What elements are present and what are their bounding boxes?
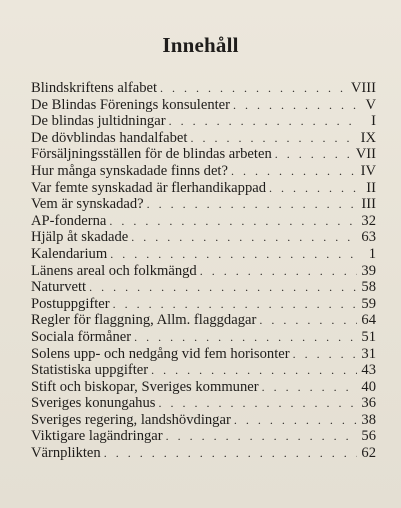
toc-entry-label: Postuppgifter: [31, 295, 110, 312]
toc-dot-leader: [131, 229, 357, 246]
toc-entry-label: Stift och biskopar, Sveriges kommuner: [31, 378, 259, 395]
toc-entry: [31, 196, 376, 213]
toc-entry-label: Statistiska uppgifter: [31, 362, 149, 379]
toc-dot-leader: [234, 412, 358, 429]
toc-dot-leader: [275, 146, 352, 163]
toc-entry-page-number: 51: [361, 328, 376, 345]
toc-dot-leader: [231, 163, 357, 180]
toc-entry: [31, 362, 376, 379]
toc-entry: [31, 428, 376, 445]
toc-entry-label: De Blindas Förenings konsulenter: [31, 96, 231, 113]
toc-entry-page-number: 59: [361, 295, 376, 312]
toc-entry-label: Regler för flaggning, Allm. flaggdagar: [31, 312, 257, 329]
toc-dot-leader: [104, 445, 358, 462]
toc-entry-label: De dövblindas handalfabet: [31, 129, 188, 146]
toc-entry-label: Hjälp åt skadade: [31, 229, 129, 246]
toc-entry-page-number: 36: [361, 395, 376, 412]
toc-entry-label: Sveriges regering, landshövdingar: [31, 411, 231, 428]
toc-entry-page-number: 38: [361, 411, 376, 428]
toc-entry: [31, 412, 376, 429]
toc-entry-label: Naturvett: [31, 279, 87, 296]
toc-entry: [31, 180, 376, 197]
toc-entry-page-number: 63: [361, 229, 376, 246]
toc-dot-leader: [269, 180, 358, 197]
toc-dot-leader: [147, 196, 358, 213]
toc-entry-page-number: IX: [360, 129, 376, 146]
toc-entry-page-number: VII: [355, 146, 376, 163]
toc-dot-leader: [110, 246, 358, 263]
toc-entry-label: Sveriges konungahus: [31, 395, 156, 412]
toc-dot-leader: [293, 346, 358, 363]
toc-entry-label: Solens upp- och nedgång vid fem horisonter: [31, 345, 290, 362]
toc-entry: [31, 312, 376, 329]
toc-entry: [31, 329, 376, 346]
toc-entry-label: Kalendarium: [31, 245, 108, 262]
toc-entry-page-number: 31: [361, 345, 376, 362]
toc-entry-label: Hur många synskadade finns det?: [31, 162, 228, 179]
toc-dot-leader: [160, 80, 347, 97]
toc-entry-label: Blindskriftens alfabet: [31, 80, 158, 96]
toc-entry: [31, 113, 376, 130]
toc-entry: [31, 97, 376, 114]
toc-entry: [31, 130, 376, 147]
toc-entry: [31, 279, 376, 296]
toc-entry: [31, 213, 376, 230]
toc-dot-leader: [89, 279, 357, 296]
toc-dot-leader: [233, 97, 358, 114]
toc-entry-label: Viktigare lagändringar: [31, 428, 163, 445]
toc-entry-page-number: 43: [361, 362, 376, 379]
page-title: Innehåll: [162, 33, 239, 57]
toc-entry-page-number: 32: [361, 212, 376, 229]
toc-entry: [31, 146, 376, 163]
toc-entry: [31, 379, 376, 396]
toc-dot-leader: [259, 312, 357, 329]
toc-entry: [31, 246, 376, 263]
toc-entry-page-number: IV: [360, 162, 376, 179]
toc-entry-page-number: 39: [361, 262, 376, 279]
toc-entry-page-number: III: [361, 196, 376, 213]
toc-entry-page-number: 40: [361, 378, 376, 395]
toc-entry: [31, 229, 376, 246]
toc-entry: [31, 296, 376, 313]
toc-entry: [31, 395, 376, 412]
toc-dot-leader: [113, 296, 358, 313]
toc-entry-label: De blindas jultidningar: [31, 113, 166, 130]
toc-entry-label: Vem är synskadad?: [31, 196, 144, 213]
toc-entry-page-number: 64: [361, 312, 376, 329]
toc-entry-page-number: VIII: [350, 80, 376, 96]
toc-entry-label: Värnplikten: [31, 445, 101, 462]
toc-entry-page-number: 62: [361, 445, 376, 462]
table-of-contents: [31, 80, 376, 462]
toc-entry-page-number: 1: [368, 245, 376, 262]
toc-dot-leader: [134, 329, 357, 346]
toc-entry: [31, 263, 376, 280]
toc-dot-leader: [190, 130, 356, 147]
toc-dot-leader: [166, 428, 358, 445]
toc-entry-label: Försäljningsställen för de blindas arbeten: [31, 146, 272, 163]
toc-dot-leader: [158, 395, 357, 412]
toc-entry: [31, 80, 376, 97]
toc-dot-leader: [200, 263, 358, 280]
toc-entry: [31, 163, 376, 180]
toc-entry-label: Sociala förmåner: [31, 328, 132, 345]
toc-entry-page-number: I: [371, 113, 376, 130]
toc-entry: [31, 445, 376, 462]
toc-entry-page-number: V: [365, 96, 376, 113]
toc-dot-leader: [109, 213, 357, 230]
toc-dot-leader: [262, 379, 358, 396]
toc-dot-leader: [169, 113, 358, 130]
toc-dot-leader: [151, 362, 357, 379]
toc-entry-label: Länens areal och folkmängd: [31, 262, 197, 279]
toc-entry-page-number: 58: [361, 279, 376, 296]
toc-entry-page-number: II: [366, 179, 376, 196]
toc-entry: [31, 346, 376, 363]
toc-entry-label: Var femte synskadad är flerhandikappad: [31, 179, 267, 196]
toc-entry-label: AP-fonderna: [31, 212, 107, 229]
toc-entry-page-number: 56: [361, 428, 376, 445]
